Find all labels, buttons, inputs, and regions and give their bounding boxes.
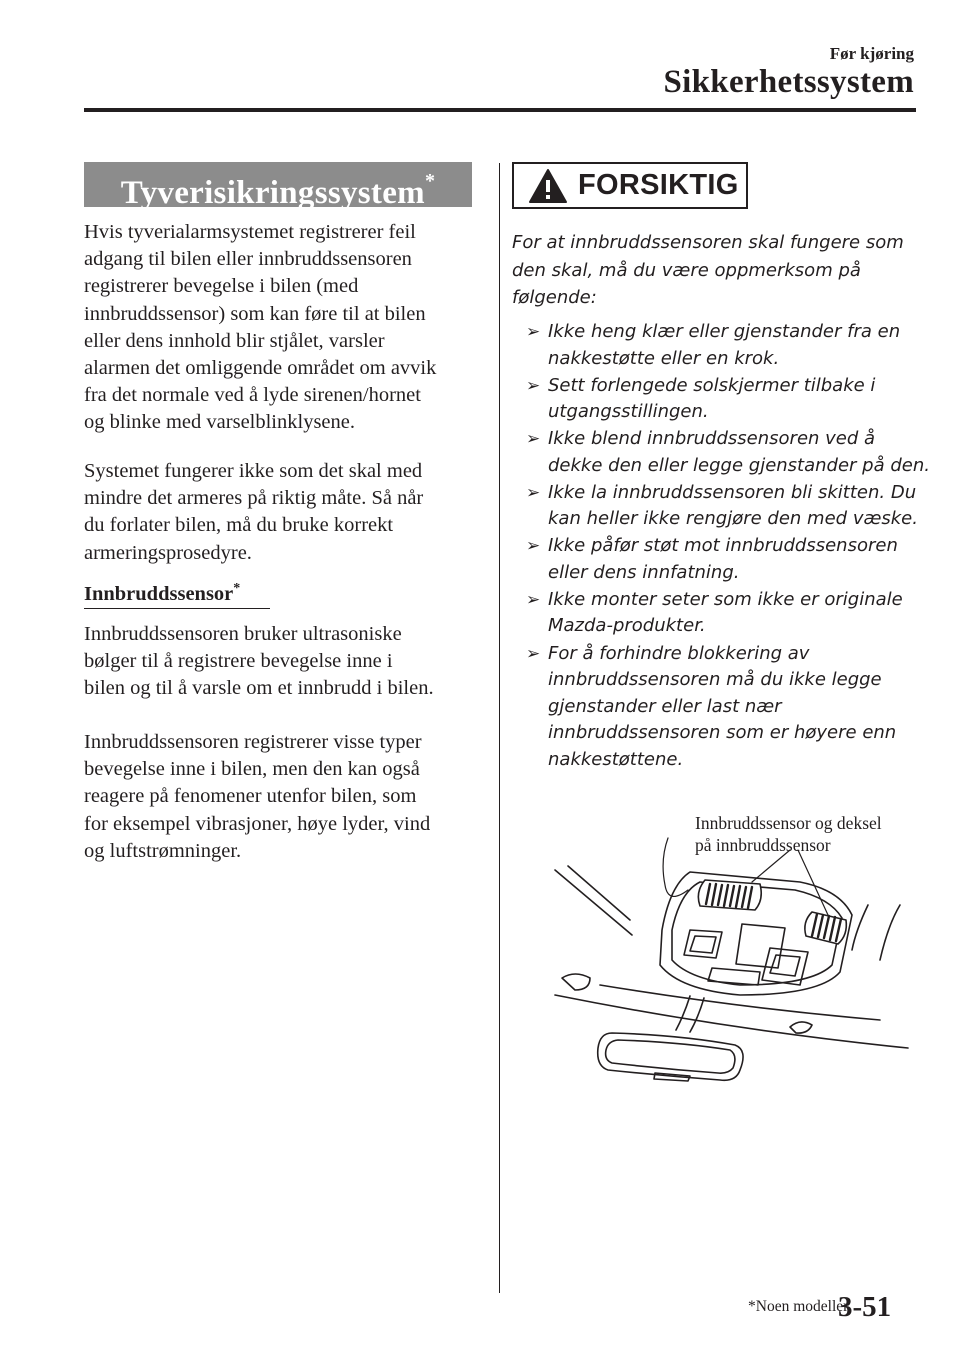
text-line: adgang til bilen eller innbruddssensoren: [84, 248, 412, 271]
text-line: kan heller ikke rengjøre den med væske.: [548, 508, 918, 530]
caution-list: [526, 319, 936, 774]
text-line: Ikke påfør støt mot innbruddssensoren: [548, 535, 898, 557]
footnote: *Noen modeller.: [748, 1298, 852, 1315]
arrow-bullet-icon: ➢: [526, 482, 541, 503]
warning-triangle-icon: [528, 168, 568, 204]
subheading-text: Innbruddssensor: [84, 582, 234, 605]
caution-item: [526, 587, 936, 640]
arrow-bullet-icon: ➢: [526, 375, 541, 396]
sensor-paragraph: [84, 621, 484, 703]
text-line: eller dens innhold blir stjålet, varsler: [84, 329, 385, 352]
text-line: mindre det armeres på riktig måte. Så når: [84, 487, 424, 510]
text-line: bevegelse inne i bilen, men den kan også: [84, 758, 420, 781]
text-line: bølger til å registrere bevegelse inne i: [84, 650, 393, 673]
arrow-bullet-icon: ➢: [526, 322, 541, 342]
text-line: registrerer bevegelse i bilen (med: [84, 275, 359, 298]
caution-item: [526, 533, 936, 586]
text-line: på innbruddssensor: [695, 834, 831, 855]
page-title: Sikkerhetssystem: [663, 64, 914, 100]
text-line: innbruddssensoren som er høyere enn: [548, 722, 897, 744]
text-line: reagere på fenomener utenfor bilen, som: [84, 785, 417, 808]
text-line: nakkestøtte eller en krok.: [548, 347, 780, 369]
text-line: og blinke med varselblinklysene.: [84, 411, 355, 434]
text-line: For å forhindre blokkering av: [548, 642, 810, 664]
left-sensor-grille-icon: [698, 880, 761, 910]
intro-paragraph: [84, 219, 484, 437]
text-line: eller dens innfatning.: [548, 561, 740, 583]
section-title-bar: [84, 162, 472, 211]
arrow-bullet-icon: ➢: [526, 536, 541, 557]
caution-item: [526, 373, 936, 426]
figure-caption: [695, 813, 925, 856]
text-line: Ikke monter seter som ikke er originale: [548, 588, 903, 610]
arrow-bullet-icon: ➢: [526, 643, 541, 664]
text-line: armeringsprosedyre.: [84, 541, 252, 564]
text-line: bilen og til å varsle om et innbrudd i bilen.: [84, 677, 434, 700]
text-line: For at innbruddssensoren skal fungere som: [512, 232, 904, 253]
caution-item: [526, 319, 936, 372]
caution-intro: [512, 229, 922, 312]
text-line: Ikke heng klær eller gjenstander fra en: [548, 321, 901, 342]
text-line: nakkestøttene.: [548, 748, 684, 770]
text-line: den skal, må du være oppmerksom på: [512, 259, 861, 281]
subheading-mark: *: [233, 581, 241, 596]
chapter-label: Før kjøring: [829, 44, 914, 63]
text-line: du forlater bilen, må du bruke korrekt: [84, 514, 394, 537]
sensor-detail-paragraph: [84, 729, 484, 865]
text-line: Sett forlengede solskjermer tilbake i: [548, 374, 876, 396]
caution-item: [526, 641, 936, 774]
text-line: for eksempel vibrasjoner, høye lyder, vind: [84, 812, 431, 835]
text-line: fra det normale ved å lyde sirenen/hornet: [84, 384, 421, 407]
section-title-mark: *: [424, 170, 436, 192]
caution-heading: [512, 162, 748, 209]
caution-item: [526, 426, 936, 479]
text-line: alarmen det omliggende området om avvik: [84, 357, 437, 380]
text-line: Innbruddssensor og deksel: [695, 813, 882, 833]
text-line: Ikke blend innbruddssensoren ved å: [548, 428, 876, 450]
arrow-bullet-icon: ➢: [526, 429, 541, 450]
text-line: innbruddssensoren må du ikke legge: [548, 669, 882, 691]
text-line: Systemet fungerer ikke som det skal med: [84, 460, 423, 482]
text-line: gjenstander eller last nær: [548, 695, 782, 717]
text-line: utgangsstillingen.: [548, 401, 709, 423]
text-line: dekke den eller legge gjenstander på den.: [548, 454, 930, 476]
arrow-bullet-icon: ➢: [526, 589, 541, 610]
header-rule: [84, 108, 916, 112]
caution-title: FORSIKTIG: [578, 169, 739, 201]
right-sensor-grille-icon: [805, 912, 846, 944]
subheading: [84, 581, 270, 609]
text-line: Ikke la innbruddssensoren bli skitten. Du: [548, 481, 917, 503]
arming-paragraph: [84, 458, 484, 567]
column-divider: [499, 163, 500, 1293]
text-line: og luftstrømninger.: [84, 839, 242, 862]
text-line: Innbruddssensoren registrerer visse typer: [84, 731, 422, 753]
page-number: 3-51: [838, 1291, 892, 1323]
text-line: Hvis tyverialarmsystemet registrerer feil: [84, 221, 416, 243]
text-line: innbruddssensor) som kan føre til at bilen: [84, 302, 426, 325]
text-line: følgende:: [512, 287, 597, 308]
text-line: Innbruddssensoren bruker ultrasoniske: [84, 623, 402, 645]
section-title: Tyverisikringssystem: [120, 175, 425, 211]
caution-item: [526, 480, 936, 533]
text-line: Mazda-produkter.: [548, 615, 706, 637]
